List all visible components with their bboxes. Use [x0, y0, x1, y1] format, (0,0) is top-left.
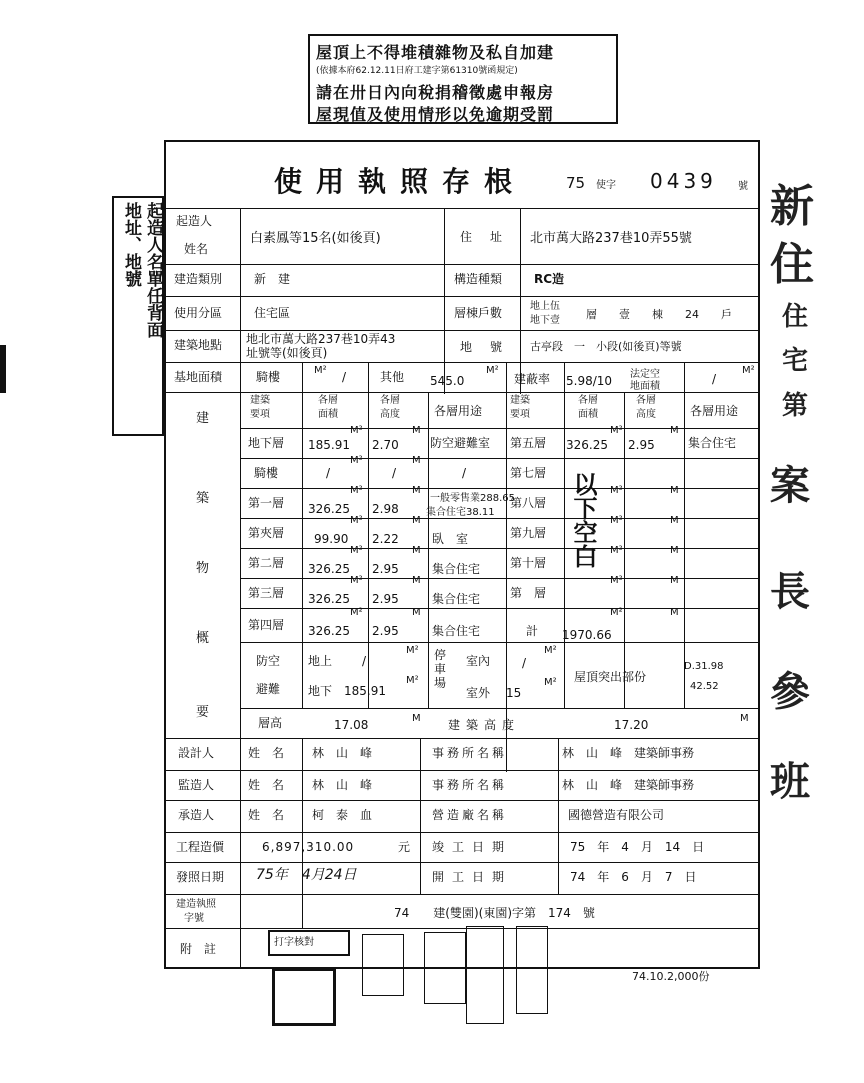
h-area-b: 面積 [318, 409, 338, 420]
lot-label-b: 號 [490, 340, 503, 354]
floor-name-r3: 第九層 [510, 526, 547, 540]
designer-office: 林 山 峰 建築師事務 [562, 746, 695, 760]
legal-label-a: 法定空 [630, 369, 660, 380]
floor-name: 第四層 [248, 618, 285, 632]
h-item-b: 要項 [250, 409, 270, 420]
owner-label-a: 起造人 [176, 214, 213, 228]
line [166, 770, 758, 771]
official-seal [272, 968, 336, 1026]
floor-area: 326.25 [308, 502, 350, 516]
floor-height: / [392, 466, 397, 480]
owner-value: 白素鳳等15名(如後頁) [250, 231, 381, 246]
done-label: 竣工日期 [432, 840, 513, 854]
factory-label: 營造廠名稱 [432, 808, 508, 822]
shelter-below-label: 地下 [308, 684, 333, 698]
contractor-label: 承造人 [178, 808, 215, 822]
floor-height: 2.95 [372, 624, 399, 638]
h-area-b-r: 面積 [578, 409, 598, 420]
line [166, 832, 758, 833]
floor-above: 地上伍 [530, 301, 560, 312]
unit: M² [486, 365, 499, 376]
type-label: 建造類別 [174, 272, 223, 286]
designer-name-label: 姓 名 [248, 746, 285, 760]
floor-use: 防空避難室 [430, 436, 491, 450]
zone-value: 住宅區 [254, 306, 291, 320]
floor-area: 185.91 [308, 438, 350, 452]
legal-label-b: 地面積 [630, 381, 660, 392]
seal-stamp-3 [466, 926, 504, 1024]
floor-name-r5: 第 層 [510, 586, 547, 600]
struct-value: RC造 [534, 272, 565, 286]
seal-stamp-2 [424, 932, 466, 1004]
floor-name: 第三層 [248, 586, 285, 600]
line [166, 392, 758, 393]
line [166, 208, 758, 209]
h-height-a-r: 各層 [636, 395, 656, 406]
line [166, 800, 758, 801]
h-height-a: 各層 [380, 395, 400, 406]
side-label-5: 要 [196, 705, 210, 720]
blank-note-text: 以下空白 [569, 472, 597, 568]
line [558, 738, 559, 894]
arcade-value: / [342, 370, 347, 384]
line [302, 362, 303, 708]
site-value-1: 地北市萬大路237巷10弄43 [246, 332, 396, 346]
start-label: 開工日期 [432, 870, 513, 884]
floor-height-value: 17.08 [334, 718, 369, 732]
floor-use: 集合住宅 [432, 624, 481, 638]
line [240, 578, 758, 579]
floor-use: 集合住宅 [688, 436, 737, 450]
unit: M [412, 607, 421, 618]
supervisor-label: 監造人 [178, 778, 215, 792]
supervisor-office-label: 事務所名稱 [432, 778, 508, 792]
edge-char-7: 長 [770, 569, 810, 615]
issue-label: 發照日期 [176, 870, 225, 884]
h-item-a-r: 建築 [510, 395, 530, 406]
line [302, 738, 303, 928]
addr-value: 北市萬大路237巷10弄55號 [530, 231, 692, 246]
floor-name-r1: 第七層 [510, 466, 547, 480]
unit: M [412, 425, 421, 436]
edge-char-6: 案 [770, 463, 810, 509]
line [444, 208, 445, 394]
edge-char-1: 新 [770, 181, 814, 232]
unit: M [412, 455, 421, 466]
unit: M² [610, 425, 623, 436]
left-note-col2 [117, 202, 141, 296]
line [166, 296, 758, 297]
area-label: 基地面積 [174, 370, 223, 384]
line [420, 738, 421, 894]
permit-suffix: 號 [738, 181, 748, 192]
floor-area: 326.25 [566, 438, 608, 452]
unit: M² [350, 545, 363, 556]
line [240, 428, 758, 429]
floor-name: 騎樓 [254, 466, 279, 480]
floor-area: 326.25 [308, 562, 350, 576]
left-note-col1-text: 起造人名單任背面 [143, 202, 163, 338]
floor-name: 第夾層 [248, 526, 285, 540]
parking-in-value: / [522, 656, 527, 670]
line [564, 362, 565, 708]
typing-check-text: 打字核對 [274, 937, 314, 948]
line [166, 862, 758, 863]
designer-office-label: 事務所名稱 [432, 746, 508, 760]
parking-out-label: 室外 [466, 686, 491, 700]
permit-prefix: 使字 [596, 180, 616, 191]
parking-label: 停車場 [434, 648, 447, 690]
other-value: 545.0 [430, 374, 465, 388]
edge-char-9: 班 [770, 759, 810, 805]
left-note-stamp [112, 196, 164, 436]
floor-use: 臥 室 [432, 532, 469, 546]
floor-use: 一般零售業288.65 [430, 493, 515, 504]
roof-value-1: D.31.98 [684, 661, 724, 672]
line [240, 208, 241, 394]
h-use-r: 各層用途 [690, 404, 739, 418]
top-notice-stamp [308, 34, 618, 124]
side-label-2: 築 [196, 491, 210, 506]
unit: M [412, 575, 421, 586]
edge-char-3: 住 [782, 302, 809, 332]
line [368, 362, 369, 708]
side-label-4: 概 [196, 631, 210, 646]
floor-name-r2: 第八層 [510, 496, 547, 510]
supervisor-office: 林 山 峰 建築師事務 [562, 778, 695, 792]
unit: M² [406, 675, 419, 686]
struct-label: 構造種類 [454, 272, 503, 286]
unit: M² [742, 365, 755, 376]
seal-stamp-4 [516, 926, 548, 1014]
h-area-a: 各層 [318, 395, 338, 406]
unit: M² [610, 575, 623, 586]
floor-use: 集合住宅 [432, 562, 481, 576]
cost-value: 6,897,310.00 [262, 840, 355, 854]
legal-value: / [712, 372, 717, 386]
floor-name: 第二層 [248, 556, 285, 570]
left-note-col2-text: 地址、地號 [121, 202, 141, 287]
floor-height: 2.22 [372, 532, 399, 546]
shelter-above-value: / [362, 654, 367, 668]
shelter-below-value: 185.91 [344, 684, 386, 698]
line [240, 488, 758, 489]
permit-value: 74 建(雙園)(東園)字第 174 號 [394, 906, 595, 920]
unit: M² [406, 645, 419, 656]
floor-name: 第五層 [510, 436, 547, 450]
scan-mark [0, 345, 6, 393]
floor-count-label: 層棟戶數 [454, 306, 503, 320]
floor-height: 2.98 [372, 502, 399, 516]
supervisor-name-label: 姓 名 [248, 778, 285, 792]
floor-area: / [326, 466, 331, 480]
unit: M [670, 515, 679, 526]
line [166, 330, 758, 331]
unit: M² [350, 575, 363, 586]
floor-height: 2.95 [628, 438, 655, 452]
floor-below: 地下壹 [530, 315, 560, 326]
total-area: 1970.66 [562, 628, 612, 642]
floor-height: 2.70 [372, 438, 399, 452]
unit: M² [350, 455, 363, 466]
roof-label: 屋頂突出部份 [574, 670, 647, 684]
contractor-factory: 國德營造有限公司 [568, 808, 665, 822]
line [520, 208, 521, 394]
edge-char-8: 參 [770, 669, 810, 715]
shelter-above-label: 地上 [308, 654, 333, 668]
unit: M [412, 485, 421, 496]
floor-use: / [462, 466, 467, 480]
unit: M² [544, 677, 557, 688]
unit: M [740, 713, 749, 724]
line [240, 392, 241, 738]
floor-use: 集合住宅 [432, 592, 481, 606]
typing-check-stamp [268, 930, 350, 956]
line [240, 548, 758, 549]
floor-name: 地下層 [248, 436, 285, 450]
building-height-label: 建築高度 [448, 718, 521, 732]
roof-value-2: 42.52 [690, 681, 719, 692]
blank-note [568, 472, 598, 573]
floor-name-r6: 計 [526, 624, 539, 638]
addr-label-b: 址 [490, 230, 503, 244]
parking-in-label: 室內 [466, 654, 491, 668]
coverage-value: 5.98/10 [566, 374, 613, 388]
owner-label-b: 姓名 [184, 242, 209, 256]
contractor-name: 柯 泰 血 [312, 808, 373, 822]
line [166, 264, 758, 265]
permit-label-b: 字號 [184, 913, 204, 924]
arcade-label: 騎樓 [256, 370, 281, 384]
unit: M² [350, 485, 363, 496]
unit: M [412, 713, 421, 724]
cost-label: 工程造價 [176, 840, 225, 854]
permit-form [164, 140, 760, 969]
unit: M² [350, 607, 363, 618]
done-value: 75 年 4 月 14 日 [570, 840, 705, 854]
unit: M² [350, 425, 363, 436]
h-area-a-r: 各層 [578, 395, 598, 406]
unit: M² [610, 607, 623, 618]
unit: M [670, 575, 679, 586]
notice-line-4: 屋現值及使用情形以免逾期受罰 [316, 105, 555, 124]
unit: M² [350, 515, 363, 526]
line [240, 642, 758, 643]
unit: M [670, 607, 679, 618]
side-label-3: 物 [196, 561, 210, 576]
unit: M² [544, 645, 557, 656]
line [624, 392, 625, 708]
unit: M² [610, 515, 623, 526]
line [240, 518, 758, 519]
form-title: 使用執照存根 [274, 165, 527, 198]
h-height-b: 高度 [380, 409, 400, 420]
cost-unit: 元 [398, 840, 411, 854]
site-label: 建築地點 [174, 338, 223, 352]
edge-char-5: 第 [782, 391, 809, 421]
building-height-value: 17.20 [614, 718, 649, 732]
issue-value: 75年 4月24日 [256, 867, 357, 883]
line [506, 362, 507, 772]
edge-char-2: 住 [770, 239, 814, 290]
lot-value: 古亭段 一 小段(如後頁)等號 [530, 340, 682, 353]
footer-print-note: 74.10.2,000份 [632, 970, 710, 983]
line [166, 928, 758, 929]
line [166, 738, 758, 739]
line [240, 608, 758, 609]
shelter-label-a: 防空 [256, 654, 281, 668]
floor-height-label: 層高 [258, 716, 283, 730]
addr-label-a: 住 [460, 230, 473, 244]
edge-char-4: 宅 [782, 346, 809, 376]
floor-height: 2.95 [372, 562, 399, 576]
h-height-b-r: 高度 [636, 409, 656, 420]
floor-area: 99.90 [314, 532, 349, 546]
seal-stamp-1 [362, 934, 404, 996]
h-item-a: 建築 [250, 395, 270, 406]
unit: M [412, 515, 421, 526]
start-value: 74 年 6 月 7 日 [570, 870, 697, 884]
h-item-b-r: 要項 [510, 409, 530, 420]
line [684, 362, 685, 708]
unit: M² [610, 545, 623, 556]
unit: M² [610, 485, 623, 496]
unit: M [670, 485, 679, 496]
other-label: 其他 [380, 370, 405, 384]
line [240, 738, 241, 967]
site-value-2: 址號等(如後頁) [246, 346, 328, 360]
unit: M² [314, 365, 327, 376]
floor-name-r4: 第十層 [510, 556, 547, 570]
unit: M [670, 545, 679, 556]
unit: M [670, 425, 679, 436]
line [240, 708, 758, 709]
floor-area: 326.25 [308, 624, 350, 638]
designer-label: 設計人 [178, 746, 215, 760]
coverage-label: 建蔽率 [514, 372, 551, 386]
line [166, 362, 758, 363]
permit-number: 0439 [650, 169, 717, 193]
parking-out-value: 15 [506, 686, 522, 700]
type-value: 新 建 [254, 272, 291, 286]
permit-label-a: 建造執照 [176, 899, 216, 910]
notice-line-2: (依據本府62.12.11日府工建字第61310號函規定) [316, 66, 518, 76]
permit-year: 75 [566, 174, 586, 192]
h-use: 各層用途 [434, 404, 483, 418]
floor-use-2: 集合住宅38.11 [426, 507, 495, 518]
designer-name: 林 山 峰 [312, 746, 373, 760]
floor-height: 2.95 [372, 592, 399, 606]
notice-line-3: 請在卅日內向稅捐稽徵處申報房 [316, 83, 555, 102]
lot-label-a: 地 [460, 340, 473, 354]
notice-line-1: 屋頂上不得堆積雜物及私自加建 [316, 43, 555, 62]
shelter-label-b: 避難 [256, 682, 281, 696]
floor-name: 第一層 [248, 496, 285, 510]
zone-label: 使用分區 [174, 306, 223, 320]
side-label-1: 建 [196, 411, 210, 426]
line [166, 894, 758, 895]
floor-rest: 層 壹 棟 24 戶 [586, 308, 732, 321]
contractor-name-label: 姓 名 [248, 808, 285, 822]
supervisor-name: 林 山 峰 [312, 778, 373, 792]
unit: M [412, 545, 421, 556]
line [240, 458, 758, 459]
floor-area: 326.25 [308, 592, 350, 606]
attach-label: 附 註 [180, 942, 217, 956]
line [428, 392, 429, 708]
